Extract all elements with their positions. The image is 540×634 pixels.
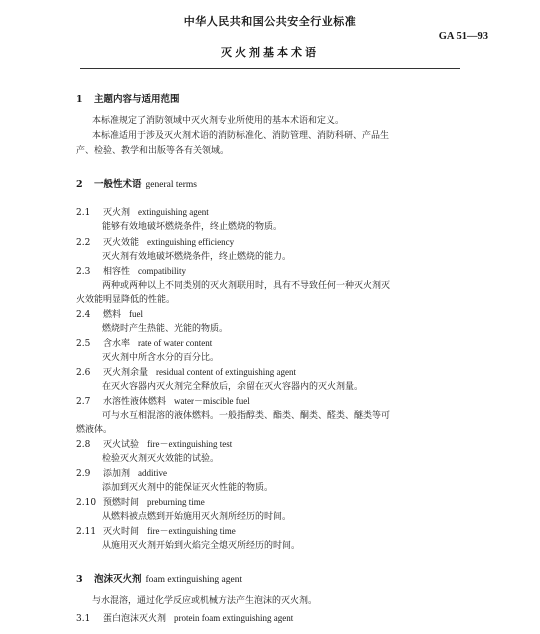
term-number: 2.10: [76, 498, 97, 508]
term-name: 灭火时间: [103, 527, 140, 537]
term-entry: [76, 264, 186, 277]
standard-code: GA 51—93: [438, 31, 488, 42]
term-number: 2.4: [76, 310, 91, 320]
term-definition: 两种或两种以上不同类别的灭火剂联用时，具有不导致任何一种灭火剂灭: [102, 281, 391, 291]
term-name-en: fire－extinguishing test: [147, 439, 233, 449]
term-definition: 燃烧时产生热能、光能的物质。: [102, 324, 229, 334]
term-name: 含水率: [103, 339, 131, 349]
term-definition: 能够有效地破坏燃烧条件，终止燃烧的物质。: [102, 222, 283, 232]
paragraph-continued: 产、检验、教学和出版等各有关领域。: [76, 146, 230, 156]
term-entry: [76, 495, 205, 508]
term-name-en: fire－extinguishing time: [147, 526, 236, 536]
section-number: 1: [76, 94, 83, 105]
term-definition: 添加到灭火剂中的能保证灭火性能的物质。: [102, 483, 274, 493]
term-name: 灭火剂余量: [103, 368, 149, 378]
term-name-en: residual content of extinguishing agent: [156, 367, 296, 377]
term-definition: 可与水互相混溶的液体燃料。一般指醇类、酯类、酮类、醛类、醚类等可: [102, 411, 391, 421]
term-name-en: fuel: [129, 309, 144, 319]
standard-organization: 中华人民共和国公共安全行业标准: [183, 15, 357, 28]
section-title: 主题内容与适用范围: [94, 94, 180, 105]
term-name-en: water－miscible fuel: [174, 396, 250, 406]
term-name: 添加剂: [103, 469, 131, 479]
term-entry: [76, 336, 212, 349]
term-definition-continued: 火效能明显降低的性能。: [76, 295, 176, 305]
term-number: 2.1: [76, 208, 91, 218]
term-definition: 灭火剂有效地破坏燃烧条件，终止燃烧的能力。: [102, 252, 292, 262]
paragraph: 本标准规定了消防领域中灭火剂专业所使用的基本术语和定义。: [92, 116, 345, 126]
term-entry: [76, 205, 209, 218]
term-definition: 灭火剂中所含水分的百分比。: [102, 353, 220, 363]
term-name: 蛋白泡沫灭火剂: [103, 614, 167, 624]
term-definition: 从燃料被点燃到开始施用灭火剂所经历的时间。: [102, 512, 292, 522]
paragraph: 本标准适用于涉及灭火剂术语的消防标准化、消防管理、消防科研、产品生: [92, 131, 390, 141]
term-definition: 检验灭火剂灭火效能的试验。: [102, 454, 220, 464]
section-definition: 与水混溶，通过化学反应或机械方法产生泡沫的灭火剂。: [92, 596, 318, 606]
term-number: 3.1: [76, 614, 91, 624]
term-name: 相容性: [103, 267, 131, 277]
section-title: 泡沫灭火剂: [94, 574, 142, 585]
header-rule: [80, 68, 460, 69]
term-number: 2.8: [76, 440, 91, 450]
term-number: 2.3: [76, 267, 91, 277]
section-number: 2: [76, 179, 83, 190]
term-name: 灭火效能: [103, 238, 140, 248]
term-name-en: protein foam extinguishing agent: [174, 613, 294, 623]
term-entry: [76, 611, 293, 624]
term-definition: 在灭火容器内灭火剂完全释放后，余留在灭火容器内的灭火剂量。: [102, 382, 364, 392]
section-title: 一般性术语: [94, 179, 142, 190]
term-entry: [76, 235, 234, 248]
section-number: 3: [76, 574, 83, 585]
term-number: 2.9: [76, 469, 91, 479]
section-title-en: foam extinguishing agent: [145, 575, 243, 585]
term-number: 2.6: [76, 368, 91, 378]
term-number: 2.7: [76, 397, 91, 407]
term-name: 灭火试验: [103, 440, 140, 450]
term-entry: [76, 524, 236, 537]
term-name-en: additive: [138, 468, 168, 478]
term-entry: [76, 437, 232, 450]
term-number: 2.5: [76, 339, 91, 349]
term-entry: [76, 394, 250, 407]
term-number: 2.11: [76, 527, 97, 537]
term-entry: [76, 365, 296, 378]
term-name-en: preburning time: [147, 497, 205, 507]
term-name-en: extinguishing agent: [138, 207, 209, 217]
term-entry: [76, 307, 143, 320]
term-name-en: compatibility: [138, 266, 187, 276]
term-name: 水溶性液体燃料: [103, 397, 167, 407]
section-heading-1: [76, 91, 180, 105]
section-heading-3: [76, 571, 242, 585]
document-title: 灭火剂基本术语: [221, 46, 319, 59]
term-name-en: extinguishing efficiency: [147, 237, 235, 247]
term-name: 燃料: [103, 310, 122, 320]
term-entry: [76, 466, 167, 479]
section-heading-2: [76, 176, 197, 190]
term-definition-continued: 燃液体。: [76, 425, 113, 435]
term-name-en: rate of water content: [138, 338, 213, 348]
term-name: 灭火剂: [103, 208, 131, 218]
section-title-en: general terms: [145, 180, 197, 190]
term-name: 预燃时间: [103, 498, 140, 508]
term-definition: 从施用灭火剂开始到火焰完全熄灭所经历的时间。: [102, 541, 301, 551]
term-number: 2.2: [76, 238, 91, 248]
